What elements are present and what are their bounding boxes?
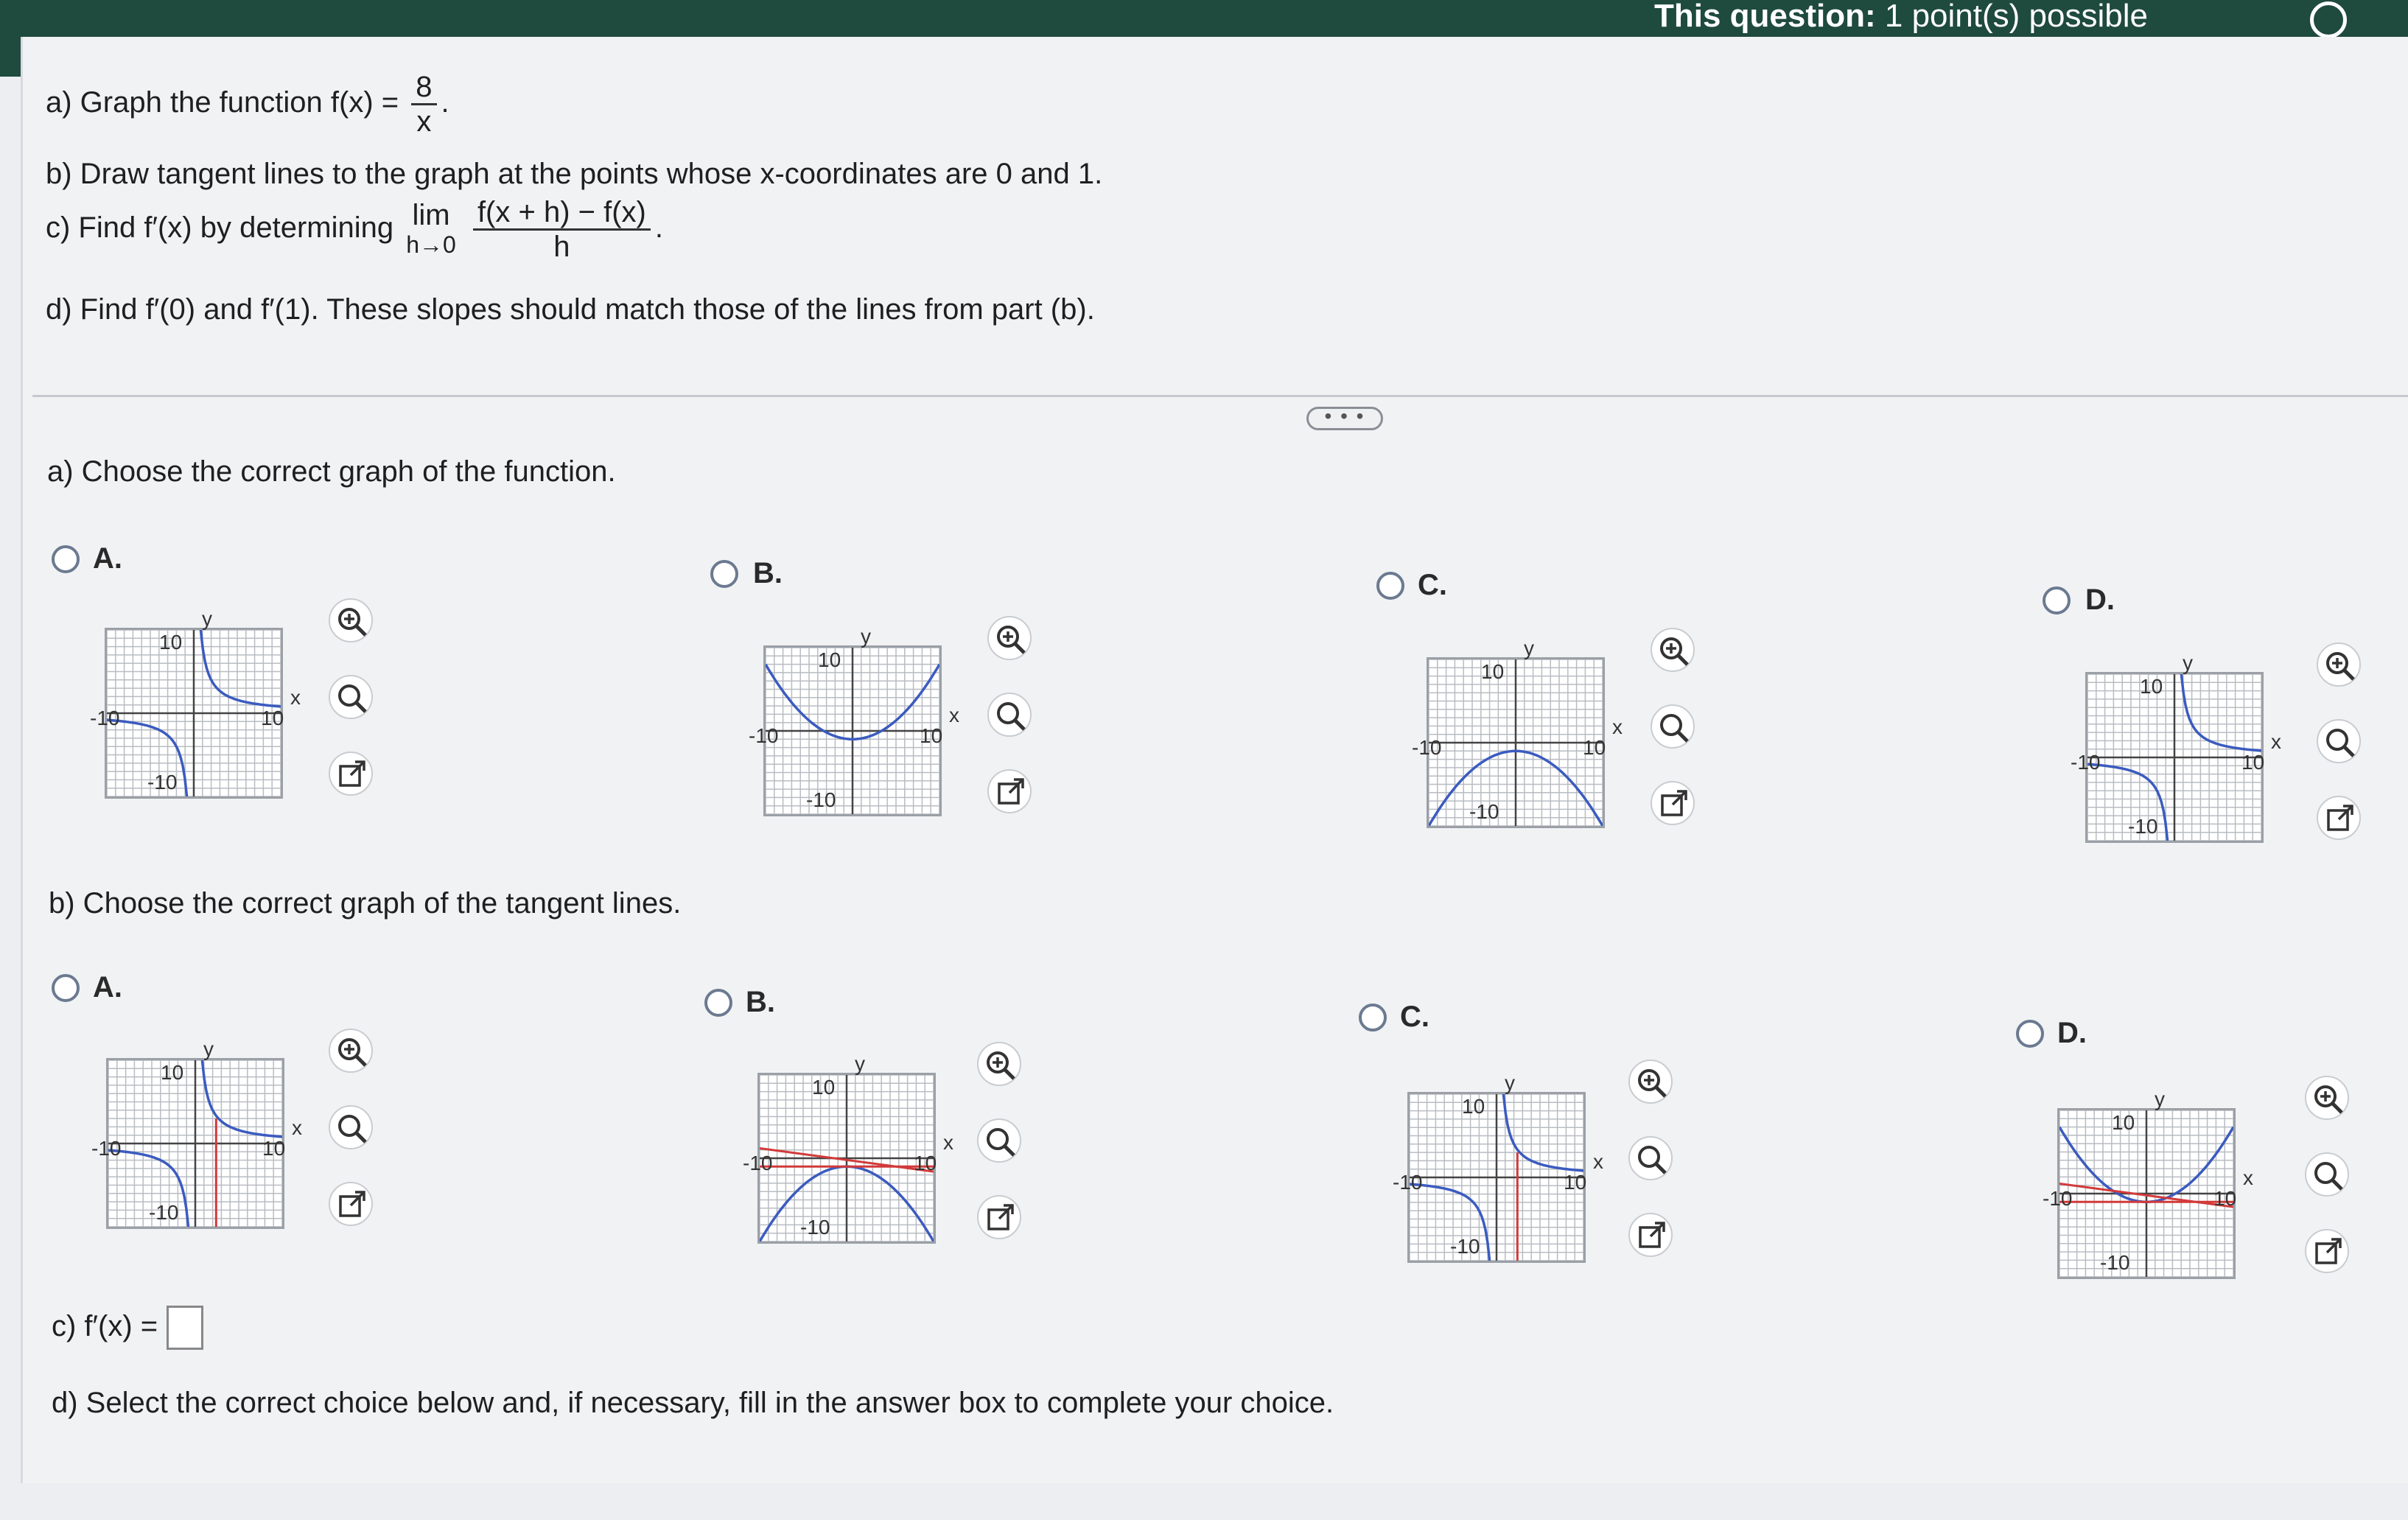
open-new-window-icon[interactable]: [2305, 1229, 2349, 1273]
function-fraction: [411, 71, 436, 138]
open-new-window-icon[interactable]: [1651, 781, 1695, 825]
x-axis-label: x: [2271, 730, 2281, 753]
x-axis-label: x: [1612, 715, 1623, 738]
more-button[interactable]: • • •: [1306, 407, 1383, 430]
x-axis-label: x: [2243, 1166, 2253, 1189]
graph-plot: [760, 1075, 934, 1241]
y-max-label: 10: [1462, 1095, 1485, 1118]
fraction-numerator: 8: [411, 71, 436, 105]
option-graph: [2085, 672, 2264, 843]
option-radio[interactable]: [52, 974, 80, 1002]
y-axis-label: y: [2183, 651, 2193, 674]
option-label: C.: [1400, 1001, 1429, 1033]
x-max-label: 10: [2241, 751, 2265, 774]
option-label: C.: [1418, 569, 1447, 601]
option-label: A.: [93, 971, 122, 1004]
option-radio[interactable]: [2043, 586, 2071, 614]
option-label: B.: [753, 557, 783, 589]
graph-plot: [2087, 674, 2261, 841]
x-max-label: 10: [1564, 1171, 1587, 1194]
section-divider: [32, 395, 2408, 397]
graph-plot: [107, 630, 281, 796]
x-max-label: 10: [1583, 736, 1606, 759]
problem-part-d: d) Find f′(0) and f′(1). These slopes should match those of the lines from part (b).: [46, 293, 1095, 326]
difference-numerator: f(x + h) − f(x): [473, 196, 651, 231]
option-label: D.: [2057, 1017, 2087, 1049]
limit-subscript: h→0: [406, 231, 456, 258]
part-b-prompt: b) Choose the correct graph of the tangent lines.: [49, 887, 682, 920]
x-max-label: 10: [920, 724, 943, 747]
option-graph: [763, 645, 942, 816]
y-axis-label: y: [1524, 637, 1534, 659]
option-radio[interactable]: [704, 989, 732, 1017]
x-max-label: 10: [262, 1137, 286, 1160]
question-points-info: [1654, 0, 2148, 32]
y-min-label: -10: [2128, 815, 2158, 838]
graph-plot: [1410, 1094, 1583, 1261]
limit-expression: [406, 200, 456, 259]
difference-quotient: [473, 196, 651, 263]
x-min-label: -10: [743, 1152, 773, 1174]
y-max-label: 10: [812, 1076, 836, 1099]
zoom-in-icon[interactable]: [987, 616, 1032, 660]
zoom-in-icon[interactable]: [329, 1029, 373, 1073]
x-min-label: -10: [1412, 736, 1442, 759]
y-axis-label: y: [861, 625, 871, 648]
question-label: This question:: [1654, 0, 1876, 34]
fraction-denominator: x: [416, 105, 432, 138]
function-curve: [1503, 1094, 1583, 1171]
difference-denominator: h: [553, 231, 570, 263]
open-new-window-icon[interactable]: [1628, 1213, 1673, 1257]
y-max-label: 10: [2112, 1111, 2135, 1134]
open-new-window-icon[interactable]: [987, 769, 1032, 813]
function-curve: [202, 1060, 282, 1137]
option-radio[interactable]: [1376, 572, 1404, 600]
zoom-in-icon[interactable]: [329, 598, 373, 642]
zoom-out-icon[interactable]: [2305, 1152, 2349, 1197]
y-axis-label: y: [2155, 1088, 2165, 1110]
option-radio[interactable]: [52, 545, 80, 573]
y-max-label: 10: [818, 648, 841, 671]
y-axis-label: y: [855, 1052, 865, 1075]
option-graph: [757, 1073, 936, 1244]
x-min-label: -10: [749, 724, 779, 747]
y-max-label: 10: [2140, 675, 2163, 698]
part-c-prompt: c) f′(x) =: [52, 1310, 158, 1342]
part-a-text: a) Graph the function f(x) =: [46, 86, 399, 119]
graph-plot: [766, 648, 939, 814]
x-min-label: -10: [2043, 1187, 2073, 1210]
zoom-out-icon[interactable]: [329, 675, 373, 719]
option-graph: [105, 628, 283, 799]
zoom-out-icon[interactable]: [987, 693, 1032, 737]
problem-part-c: c) Find f′(x) by determining lim h→0 $\frac{f(x + h) - f(x)}{h}$ .: [46, 196, 663, 263]
zoom-in-icon[interactable]: [2317, 642, 2361, 687]
part-d-prompt: d) Select the correct choice below and, if necessary, fill in the answer box to complete your choice.: [52, 1387, 1334, 1419]
zoom-out-icon[interactable]: [1628, 1136, 1673, 1180]
x-min-label: -10: [90, 707, 120, 729]
graph-plot: [1429, 659, 1603, 826]
graph-plot: [108, 1060, 282, 1227]
x-max-label: 10: [2213, 1187, 2237, 1210]
option-radio[interactable]: [1359, 1004, 1387, 1032]
y-max-label: 10: [1481, 660, 1505, 683]
y-min-label: -10: [149, 1201, 179, 1224]
zoom-in-icon[interactable]: [1651, 628, 1695, 672]
y-axis-label: y: [202, 607, 212, 630]
y-axis-label: y: [203, 1037, 214, 1060]
x-min-label: -10: [1393, 1171, 1423, 1194]
zoom-out-icon[interactable]: [329, 1105, 373, 1149]
problem-part-b: b) Draw tangent lines to the graph at the points whose x-coordinates are 0 and 1.: [46, 158, 1103, 190]
graph-plot: [2059, 1110, 2233, 1277]
open-new-window-icon[interactable]: [977, 1195, 1021, 1239]
function-curve: [200, 630, 281, 707]
limit-label: lim: [412, 198, 450, 231]
y-min-label: -10: [147, 771, 178, 794]
y-max-label: 10: [161, 1061, 184, 1084]
y-max-label: 10: [159, 631, 183, 654]
x-min-label: -10: [2071, 751, 2101, 774]
y-axis-label: y: [1505, 1071, 1515, 1094]
y-min-label: -10: [800, 1216, 830, 1239]
option-graph: [1427, 657, 1605, 828]
zoom-out-icon[interactable]: [2317, 719, 2361, 763]
x-axis-label: x: [290, 686, 301, 709]
x-axis-label: x: [943, 1131, 953, 1154]
x-min-label: -10: [91, 1137, 122, 1160]
y-min-label: -10: [1450, 1235, 1480, 1258]
option-radio[interactable]: [710, 560, 738, 588]
y-min-label: -10: [806, 788, 836, 811]
open-new-window-icon[interactable]: [329, 1182, 373, 1226]
problem-part-a: a) Graph the function f(x) = $\frac{8}{x}$ .: [46, 71, 449, 138]
x-max-label: 10: [914, 1152, 937, 1174]
option-radio[interactable]: [2016, 1020, 2044, 1048]
derivative-answer-box[interactable]: [167, 1306, 203, 1350]
x-max-label: 10: [261, 707, 284, 729]
option-label: A.: [93, 542, 122, 575]
zoom-in-icon[interactable]: [2305, 1076, 2349, 1120]
open-new-window-icon[interactable]: [329, 752, 373, 796]
zoom-in-icon[interactable]: [977, 1042, 1021, 1086]
open-new-window-icon[interactable]: [2317, 796, 2361, 840]
option-graph: [1407, 1092, 1586, 1263]
function-curve: [2181, 674, 2261, 751]
zoom-out-icon[interactable]: [977, 1118, 1021, 1163]
question-points: 1 point(s) possible: [1884, 0, 2148, 34]
x-axis-label: x: [292, 1116, 302, 1139]
x-axis-label: x: [1593, 1150, 1603, 1173]
part-a-prompt: a) Choose the correct graph of the function.: [47, 455, 616, 488]
zoom-out-icon[interactable]: [1651, 704, 1695, 749]
option-label: B.: [746, 986, 775, 1018]
zoom-in-icon[interactable]: [1628, 1060, 1673, 1104]
settings-icon[interactable]: [2310, 1, 2347, 38]
option-graph: [2057, 1108, 2236, 1279]
x-axis-label: x: [949, 704, 959, 726]
y-min-label: -10: [1469, 800, 1499, 823]
y-min-label: -10: [2100, 1251, 2130, 1274]
option-label: D.: [2085, 584, 2115, 616]
part-c-text: c) Find f′(x) by determining: [46, 211, 394, 245]
option-graph: [106, 1058, 284, 1229]
